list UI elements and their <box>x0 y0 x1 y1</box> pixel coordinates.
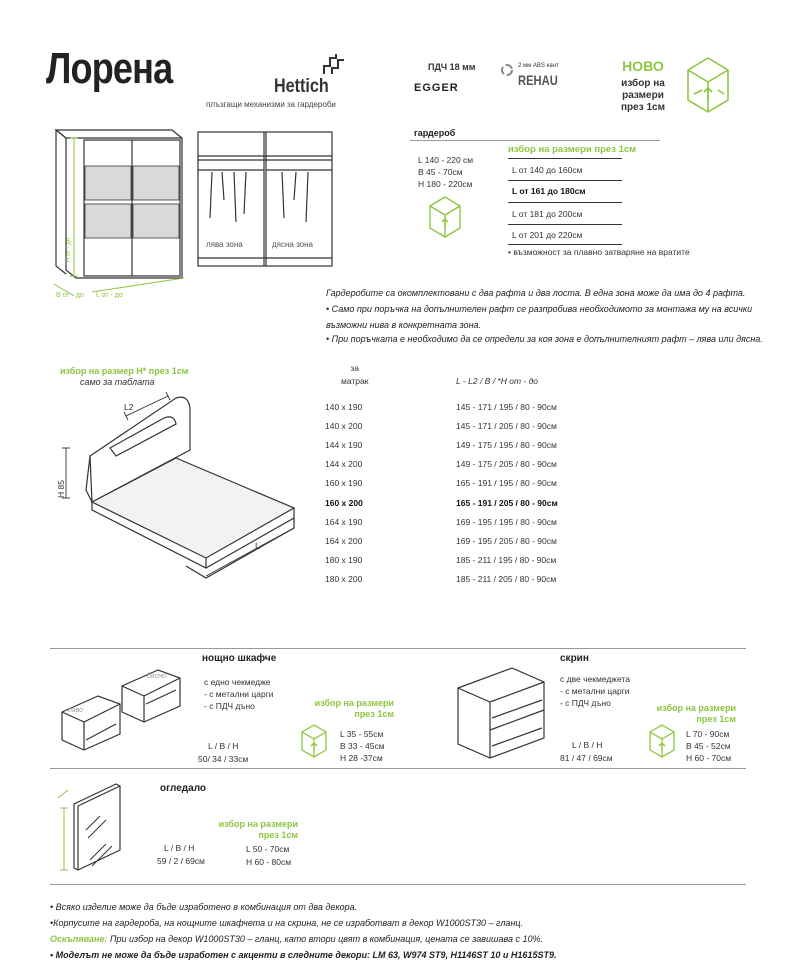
wardrobe-heading: гардероб <box>414 128 456 138</box>
bed-dimensions: 169 - 195 / 195 / 80 - 90см <box>456 517 557 527</box>
bed-mattress-size: 180 x 190 <box>325 555 363 565</box>
chest-title: скрин <box>560 653 589 664</box>
bed-dimensions: 149 - 175 / 205 / 80 - 90см <box>456 459 557 469</box>
soft-close-note: • възможност за плавно затваряне на вратите <box>508 247 690 257</box>
novo-subtitle: избор на размери през 1см <box>621 78 665 113</box>
mirror-dims-label: L / B / H <box>164 843 195 853</box>
nightstand-right-label: дясно <box>147 673 166 680</box>
chest-features: с две чекмеджета - с метални царги - с ПДЧ дъно <box>560 674 630 708</box>
bed-dimensions: 165 - 191 / 195 / 80 - 90см <box>456 478 557 488</box>
wardrobe-note: • При поръчката е необходимо да се определи за коя зона е допълнителният рафт – лява или дясна. <box>326 334 763 344</box>
bed-mattress-size: 140 x 200 <box>325 421 363 431</box>
wardrobe-dim-h: H от - до <box>66 237 72 262</box>
mirror-choice: избор на размери през 1см <box>218 819 298 840</box>
bed-col1-header: за матрак <box>341 363 369 386</box>
footer-note-surcharge <box>50 934 543 944</box>
page-title: Лорена <box>46 44 173 93</box>
surcharge-text: При избор на декор W1000ST30 – гланц, като втори цвят в комбинация, цената се завишава с 10%. <box>107 934 543 944</box>
bed-dimensions: 185 - 211 / 205 / 80 - 90см <box>456 574 557 584</box>
hettich-brand: Hettich <box>274 76 329 97</box>
rehau-icon <box>500 63 514 82</box>
wardrobe-dim-l: L от - до <box>96 292 123 299</box>
bed-mattress-size: 180 x 200 <box>325 574 363 584</box>
bed-mattress-size: 160 x 200 <box>325 498 363 508</box>
footer-note: • Моделът не може да бъде изработен с акценти в следните декори: LM 63, W974 ST9, H1146ST 10 и H1615ST9. <box>50 950 557 960</box>
wardrobe-note: • Само при поръчка на допълнителен рафт се разпробива необходимото за монтажа му на всички <box>326 304 753 314</box>
cube-size-icon <box>424 194 466 245</box>
surcharge-label: Оскъпяване: <box>50 934 108 944</box>
bed-l-label: L <box>255 541 261 551</box>
footer-note: • Всяко изделие може да бъде изработено в комбинация от два декора. <box>50 902 358 912</box>
bed-mattress-size: 140 x 190 <box>325 402 363 412</box>
cube-size-icon <box>298 722 330 765</box>
nightstand-drawing <box>58 664 192 769</box>
wardrobe-dim-b: B от - до <box>56 292 84 299</box>
bed-col2-header: L - L2 / B / *H от - до <box>456 376 539 386</box>
egger-logo: EGGER <box>414 82 459 94</box>
wardrobe-option: L от 201 до 220см <box>512 230 583 240</box>
cube-size-icon <box>646 722 678 765</box>
cube-size-icon <box>680 54 736 121</box>
bed-choice-heading: избор на размер H* през 1см <box>60 366 189 376</box>
bed-mattress-size: 160 x 190 <box>325 478 363 488</box>
bed-dimensions: 165 - 191 / 205 / 80 - 90см <box>456 498 558 508</box>
bed-mattress-size: 144 x 200 <box>325 459 363 469</box>
novo-badge: НОВО <box>622 58 664 74</box>
chest-choice: избор на размери през 1см <box>656 703 736 724</box>
chest-drawing <box>454 662 554 767</box>
nightstand-choice: избор на размери през 1см <box>314 698 394 719</box>
wardrobe-front-drawing <box>48 126 198 311</box>
pdch-label: ПДЧ 18 мм <box>428 62 476 72</box>
mirror-drawing <box>54 780 138 881</box>
left-zone-label: лява зона <box>206 240 243 249</box>
chest-ranges: L 70 - 90см B 45 - 52см H 60 - 70см <box>686 729 732 763</box>
abs-label: 2 мм ABS кант <box>518 63 559 69</box>
mirror-ranges: L 50 - 70см H 60 - 80см <box>246 844 292 867</box>
nightstand-left-label: ляво <box>68 707 84 714</box>
footer-note: •Корпусите на гардероба, на нощните шкафчета и на скрина, не се изработват в декор W1000ST30 – гланц. <box>50 918 524 928</box>
bed-dimensions: 169 - 195 / 205 / 80 - 90см <box>456 536 557 546</box>
wardrobe-option: L от 161 до 180см <box>512 186 586 196</box>
nightstand-ranges: L 35 - 55см B 33 - 45см H 28 -37см <box>340 729 385 763</box>
bed-dimensions: 185 - 211 / 195 / 80 - 90см <box>456 555 557 565</box>
bed-l2-label: L2 <box>124 402 134 412</box>
bed-choice-sub: само за таблата <box>80 377 155 387</box>
bed-h-label: H 85 <box>56 480 66 498</box>
hettich-subtitle: плъзгащи механизми за гардероби <box>206 100 336 109</box>
chest-dims: 81 / 47 / 69см <box>560 753 613 763</box>
mirror-dims: 59 / 2 / 69см <box>157 856 205 866</box>
nightstand-title: нощно шкафче <box>202 653 277 664</box>
wardrobe-interior-drawing <box>196 130 336 275</box>
bed-dimensions: 145 - 171 / 205 / 80 - 90см <box>456 421 557 431</box>
wardrobe-size-ranges: L 140 - 220 см B 45 - 70см H 180 - 220см <box>418 155 474 189</box>
rehau-logo: REHAU <box>518 72 558 88</box>
bed-drawing <box>56 390 306 595</box>
mirror-title: огледало <box>160 783 207 794</box>
bed-dimensions: 145 - 171 / 195 / 80 - 90см <box>456 402 557 412</box>
wardrobe-note: Гардеробите са окомплектовани с два рафта и два лоста. В една зона може да има до 4 рафта. <box>326 288 746 298</box>
right-zone-label: дясна зона <box>272 240 313 249</box>
wardrobe-choice-heading: избор на размери през 1см <box>508 144 637 155</box>
nightstand-features: с едно чекмедже - с метални царги - с ПДЧ дъно <box>204 677 274 711</box>
bed-mattress-size: 164 x 190 <box>325 517 363 527</box>
chest-dims-label: L / B / H <box>572 740 603 750</box>
bed-mattress-size: 164 x 200 <box>325 536 363 546</box>
wardrobe-option: L от 181 до 200см <box>512 209 583 219</box>
nightstand-dims-label: L / B / H <box>208 741 239 751</box>
wardrobe-option: L от 140 до 160см <box>512 165 583 175</box>
bed-mattress-size: 144 x 190 <box>325 440 363 450</box>
wardrobe-note: възможни нива в конкретната зона. <box>326 320 482 330</box>
nightstand-dims: 50/ 34 / 33см <box>198 754 249 764</box>
bed-dimensions: 149 - 175 / 195 / 80 - 90см <box>456 440 557 450</box>
